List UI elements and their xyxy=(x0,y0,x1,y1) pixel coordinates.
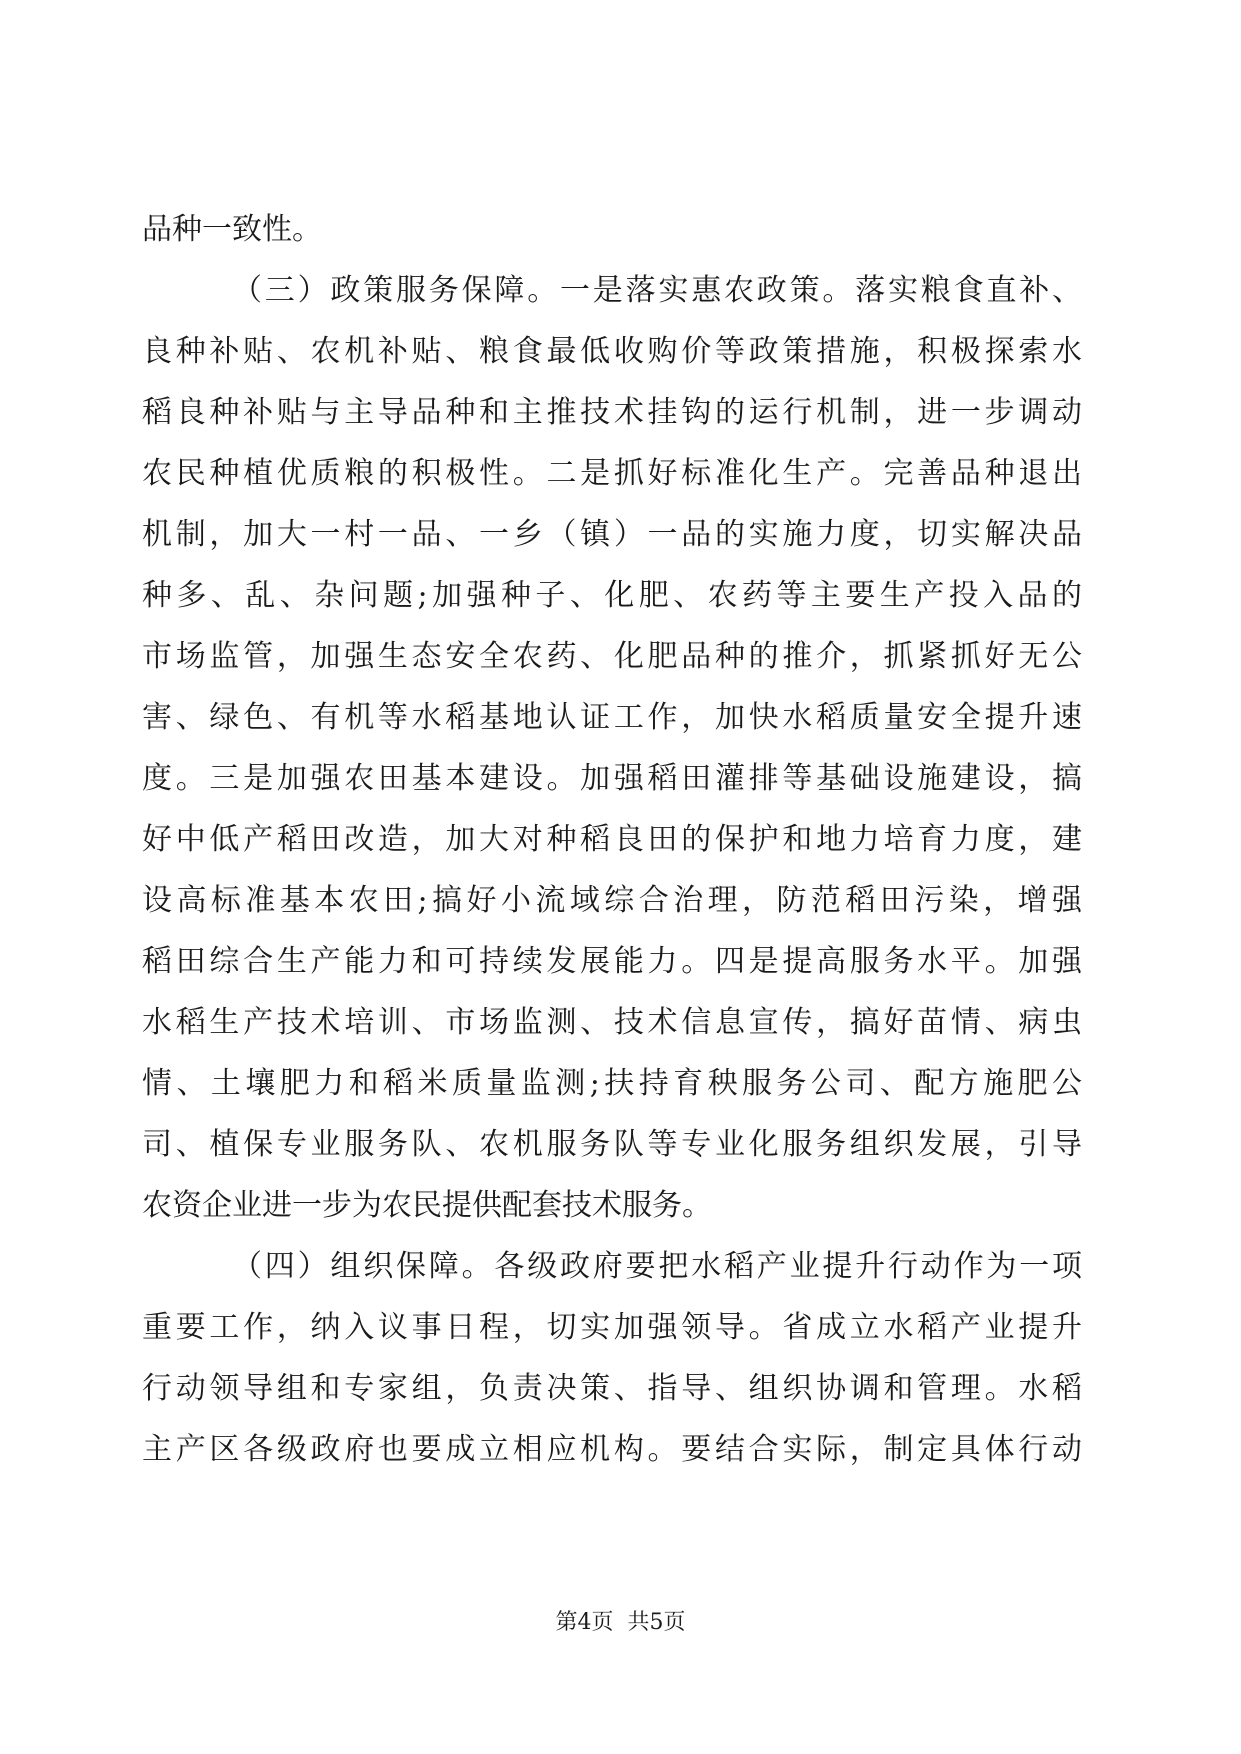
text-line: 品种一致性。 xyxy=(142,212,322,247)
text-line: 好中低产稻田改造，加大对种稻良田的保护和地力培育力度，建 xyxy=(142,822,1082,857)
text-line: 良种补贴、农机补贴、粮食最低收购价等政策措施，积极探索水 xyxy=(142,334,1082,369)
text-line: 机制，加大一村一品、一乡（镇）一品的实施力度，切实解决品 xyxy=(142,517,1082,552)
text-line: 害、绿色、有机等水稻基地认证工作，加快水稻质量安全提升速 xyxy=(142,700,1082,735)
text-line: 情、土壤肥力和稻米质量监测;扶持育秧服务公司、配方施肥公 xyxy=(142,1066,1082,1101)
text-line: 农资企业进一步为农民提供配套技术服务。 xyxy=(142,1188,712,1223)
text-line: 主产区各级政府也要成立相应机构。要结合实际，制定具体行动 xyxy=(142,1432,1082,1467)
text-line: 度。三是加强农田基本建设。加强稻田灌排等基础设施建设，搞 xyxy=(142,761,1082,796)
text-line: 重要工作，纳入议事日程，切实加强领导。省成立水稻产业提升 xyxy=(142,1310,1082,1345)
text-line: 稻良种补贴与主导品种和主推技术挂钩的运行机制，进一步调动 xyxy=(142,395,1082,430)
page-number: 第4页 共5页 xyxy=(555,1610,686,1635)
text-line: 稻田综合生产能力和可持续发展能力。四是提高服务水平。加强 xyxy=(142,944,1082,979)
text-line: （四）组织保障。各级政府要把水稻产业提升行动作为一项 xyxy=(232,1249,1082,1284)
text-line: 设高标准基本农田;搞好小流域综合治理，防范稻田污染，增强 xyxy=(142,883,1082,918)
text-line: 行动领导组和专家组，负责决策、指导、组织协调和管理。水稻 xyxy=(142,1371,1082,1406)
text-line: 司、植保专业服务队、农机服务队等专业化服务组织发展，引导 xyxy=(142,1127,1082,1162)
text-line: 种多、乱、杂问题;加强种子、化肥、农药等主要生产投入品的 xyxy=(142,578,1082,613)
page-footer xyxy=(0,1608,1241,1638)
text-line: 市场监管，加强生态安全农药、化肥品种的推介，抓紧抓好无公 xyxy=(142,639,1082,674)
text-line: 水稻生产技术培训、市场监测、技术信息宣传，搞好苗情、病虫 xyxy=(142,1005,1082,1040)
text-line: （三）政策服务保障。一是落实惠农政策。落实粮食直补、 xyxy=(232,273,1082,308)
text-line: 农民种植优质粮的积极性。二是抓好标准化生产。完善品种退出 xyxy=(142,456,1082,491)
